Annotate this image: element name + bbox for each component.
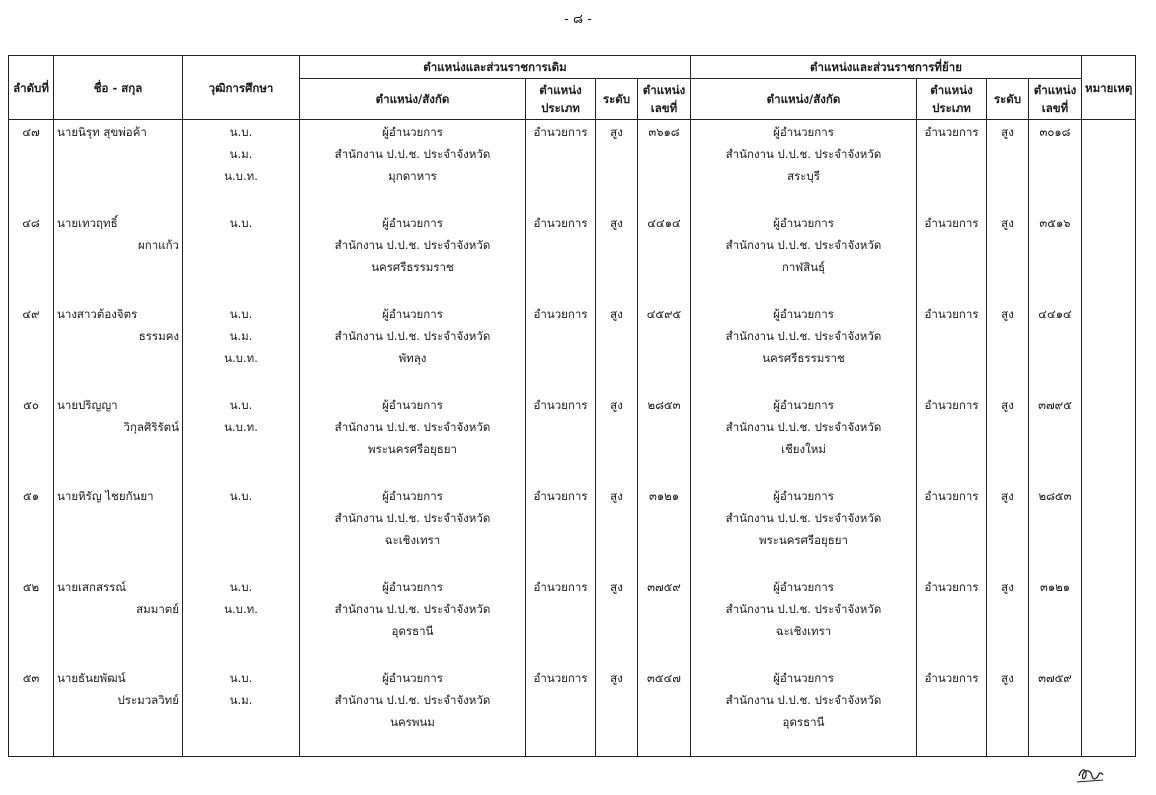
old-level: สูง [596, 120, 638, 211]
remark [1082, 302, 1136, 393]
header-new-position: ตำแหน่ง/สังกัด [691, 79, 917, 120]
new-position [691, 666, 917, 757]
new-pos-line: สำนักงาน ป.ป.ช. ประจำจังหวัด [725, 237, 882, 252]
new-type: อำนวยการ [917, 666, 987, 757]
row-number: ๕๑ [9, 484, 54, 575]
remark [1082, 211, 1136, 302]
header-old-position: ตำแหน่ง/สังกัด [300, 79, 526, 120]
new-position [691, 393, 917, 484]
remark [1082, 666, 1136, 757]
row-number: ๕๓ [9, 666, 54, 757]
old-pos-line: ผู้อำนวยการ [382, 579, 443, 594]
old-pos-line: สำนักงาน ป.ป.ช. ประจำจังหวัด [334, 237, 491, 252]
table-row [9, 484, 1136, 575]
old-level: สูง [596, 666, 638, 757]
person-name [54, 484, 183, 575]
new-pos-line: สำนักงาน ป.ป.ช. ประจำจังหวัด [725, 601, 882, 616]
edu-line: น.บ.ท. [224, 419, 258, 434]
old-position-number: ๒๘๕๓ [638, 393, 691, 484]
new-pos-line: ฉะเชิงเทรา [775, 623, 832, 638]
old-pos-line: ผู้อำนวยการ [382, 306, 443, 321]
old-type: อำนวยการ [526, 302, 596, 393]
person-name [54, 302, 183, 393]
table-row [9, 211, 1136, 302]
new-position [691, 211, 917, 302]
education [183, 211, 300, 302]
old-level: สูง [596, 484, 638, 575]
old-position [300, 120, 526, 211]
person-name [54, 575, 183, 666]
name-last: ประมวลวิทย์ [117, 692, 179, 707]
new-pos-line: ผู้อำนวยการ [773, 670, 834, 685]
person-name [54, 666, 183, 757]
new-pos-line: สำนักงาน ป.ป.ช. ประจำจังหวัด [725, 419, 882, 434]
old-pos-line: สำนักงาน ป.ป.ช. ประจำจังหวัด [334, 601, 491, 616]
person-name [54, 211, 183, 302]
new-pos-line: สำนักงาน ป.ป.ช. ประจำจังหวัด [725, 328, 882, 343]
new-pos-line: ผู้อำนวยการ [773, 397, 834, 412]
header-new-level: ระดับ [987, 79, 1029, 120]
new-position-number: ๔๔๑๔ [1029, 302, 1082, 393]
new-pos-line: พระนครศรีอยุธยา [758, 532, 848, 547]
old-pos-line: สำนักงาน ป.ป.ช. ประจำจังหวัด [334, 147, 491, 161]
old-level: สูง [596, 211, 638, 302]
old-pos-line: ผู้อำนวยการ [382, 125, 443, 139]
new-type: อำนวยการ [917, 393, 987, 484]
new-position [691, 120, 917, 211]
old-pos-line: ผู้อำนวยการ [382, 215, 443, 230]
old-position [300, 484, 526, 575]
table-row [9, 666, 1136, 757]
old-pos-line: สำนักงาน ป.ป.ช. ประจำจังหวัด [334, 419, 491, 434]
edu-line: น.บ. [229, 125, 253, 139]
old-type: อำนวยการ [526, 484, 596, 575]
edu-line: น.บ.ท. [224, 169, 258, 183]
old-type: อำนวยการ [526, 666, 596, 757]
name-first: นางสาวต้องจิตร [57, 306, 138, 321]
old-pos-line: ผู้อำนวยการ [382, 488, 443, 503]
name-first: นายธันยพัฒน์ [57, 670, 126, 685]
new-level: สูง [987, 393, 1029, 484]
new-type: อำนวยการ [917, 302, 987, 393]
name-last: วิกุลศิริรัตน์ [123, 419, 179, 434]
old-position-number: ๓๑๒๑ [638, 484, 691, 575]
header-old-level: ระดับ [596, 79, 638, 120]
name-last: ธรรมคง [138, 328, 179, 343]
new-type: อำนวยการ [917, 211, 987, 302]
new-pos-line: สำนักงาน ป.ป.ช. ประจำจังหวัด [725, 147, 882, 161]
edu-line: น.บ. [229, 670, 253, 685]
old-pos-line: พระนครศรีอยุธยา [367, 441, 457, 456]
old-position [300, 211, 526, 302]
new-type: อำนวยการ [917, 120, 987, 211]
old-position-number: ๔๕๙๕ [638, 302, 691, 393]
old-type: อำนวยการ [526, 575, 596, 666]
new-position [691, 484, 917, 575]
header-no: ลำดับที่ [9, 56, 54, 120]
header-new-group: ตำแหน่งและส่วนราชการที่ย้าย [691, 56, 1082, 79]
old-pos-line: สำนักงาน ป.ป.ช. ประจำจังหวัด [334, 328, 491, 343]
new-level: สูง [987, 120, 1029, 211]
new-pos-line: ผู้อำนวยการ [773, 306, 834, 321]
row-number: ๕๒ [9, 575, 54, 666]
name-first: นายเสกสรรณ์ [57, 579, 127, 594]
old-position [300, 302, 526, 393]
name-first: นายปริญญา [57, 397, 118, 412]
new-pos-line: นครศรีธรรมราช [762, 350, 845, 365]
table-row [9, 302, 1136, 393]
old-pos-line: สำนักงาน ป.ป.ช. ประจำจังหวัด [334, 692, 491, 707]
header-old-pos-no: ตำแหน่งเลขที่ [638, 79, 691, 120]
old-level: สูง [596, 393, 638, 484]
old-level: สูง [596, 302, 638, 393]
old-pos-line: นครศรีธรรมราช [371, 259, 454, 274]
table-body [9, 120, 1136, 757]
new-pos-line: สำนักงาน ป.ป.ช. ประจำจังหวัด [725, 692, 882, 707]
edu-line: น.บ. [229, 215, 253, 230]
old-position [300, 575, 526, 666]
edu-line: น.บ. [229, 397, 253, 412]
new-pos-line: เชียงใหม่ [781, 441, 826, 456]
new-type: อำนวยการ [917, 484, 987, 575]
old-position [300, 393, 526, 484]
remark [1082, 484, 1136, 575]
new-level: สูง [987, 302, 1029, 393]
old-pos-line: อุดรธานี [391, 623, 434, 638]
new-position-number: ๓๑๒๑ [1029, 575, 1082, 666]
name-first: นายเทวฤทธิ์ [57, 215, 118, 230]
new-position [691, 575, 917, 666]
new-type: อำนวยการ [917, 575, 987, 666]
new-position-number: ๓๗๙๕ [1029, 393, 1082, 484]
edu-line: น.ม. [229, 328, 253, 343]
new-position-number: ๓๗๕๙ [1029, 666, 1082, 757]
row-number: ๔๘ [9, 211, 54, 302]
old-type: อำนวยการ [526, 211, 596, 302]
old-position-number: ๓๕๔๗ [638, 666, 691, 757]
new-pos-line: ผู้อำนวยการ [773, 579, 834, 594]
education [183, 393, 300, 484]
row-number: ๔๗ [9, 120, 54, 211]
edu-line: น.บ.ท. [224, 601, 258, 616]
edu-line: น.บ. [229, 306, 253, 321]
old-type: อำนวยการ [526, 120, 596, 211]
old-pos-line: สำนักงาน ป.ป.ช. ประจำจังหวัด [334, 510, 491, 525]
table-row [9, 575, 1136, 666]
new-level: สูง [987, 666, 1029, 757]
remark [1082, 393, 1136, 484]
new-pos-line: สำนักงาน ป.ป.ช. ประจำจังหวัด [725, 510, 882, 525]
header-education: วุฒิการศึกษา [183, 56, 300, 120]
new-pos-line: ผู้อำนวยการ [773, 488, 834, 503]
edu-line: น.ม. [229, 692, 253, 707]
table-row [9, 393, 1136, 484]
table-row [9, 120, 1136, 211]
education [183, 302, 300, 393]
name-last: ผกาแก้ว [138, 237, 179, 252]
old-position-number: ๓๗๕๙ [638, 575, 691, 666]
new-pos-line: กาฬสินธุ์ [781, 259, 826, 274]
new-pos-line: สระบุรี [787, 169, 820, 183]
new-level: สูง [987, 211, 1029, 302]
old-position-number: ๔๔๑๔ [638, 211, 691, 302]
header-name: ชื่อ - สกุล [54, 56, 183, 120]
education [183, 484, 300, 575]
header-old-type: ตำแหน่งประเภท [526, 79, 596, 120]
new-pos-line: อุดรธานี [782, 714, 825, 729]
education [183, 120, 300, 211]
new-position-number: ๓๕๑๖ [1029, 211, 1082, 302]
old-position [300, 666, 526, 757]
edu-line: น.บ.ท. [224, 350, 258, 365]
education [183, 666, 300, 757]
new-position [691, 302, 917, 393]
person-name [54, 120, 183, 211]
new-level: สูง [987, 484, 1029, 575]
page-number: - ๘ - [564, 12, 592, 27]
education [183, 575, 300, 666]
name-first: นายนิรุท สุขพ่อค้า [57, 125, 147, 139]
header-old-group: ตำแหน่งและส่วนราชการเดิม [300, 56, 691, 79]
signature-mark [1075, 762, 1105, 786]
transfer-table [8, 55, 1136, 757]
new-position-number: ๒๘๕๓ [1029, 484, 1082, 575]
old-level: สูง [596, 575, 638, 666]
name-last: สมมาตย์ [136, 601, 179, 616]
person-name [54, 393, 183, 484]
row-number: ๕๐ [9, 393, 54, 484]
old-pos-line: พัทลุง [398, 350, 427, 365]
old-type: อำนวยการ [526, 393, 596, 484]
old-pos-line: ผู้อำนวยการ [382, 670, 443, 685]
old-pos-line: มุกดาหาร [388, 169, 437, 183]
header-remark: หมายเหตุ [1082, 56, 1136, 120]
old-pos-line: นครพนม [390, 714, 435, 729]
old-pos-line: ผู้อำนวยการ [382, 397, 443, 412]
new-level: สูง [987, 575, 1029, 666]
remark [1082, 120, 1136, 211]
edu-line: น.บ. [229, 579, 253, 594]
header-new-pos-no: ตำแหน่งเลขที่ [1029, 79, 1082, 120]
remark [1082, 575, 1136, 666]
row-number: ๔๙ [9, 302, 54, 393]
new-pos-line: ผู้อำนวยการ [773, 215, 834, 230]
old-pos-line: ฉะเชิงเทรา [384, 532, 441, 547]
old-position-number: ๓๖๑๘ [638, 120, 691, 211]
edu-line: น.บ. [229, 488, 253, 503]
name-first: นายหิรัญ ไชยกันยา [57, 488, 154, 503]
header-new-type: ตำแหน่งประเภท [917, 79, 987, 120]
edu-line: น.ม. [229, 147, 253, 161]
new-pos-line: ผู้อำนวยการ [773, 125, 834, 139]
new-position-number: ๓๐๑๘ [1029, 120, 1082, 211]
